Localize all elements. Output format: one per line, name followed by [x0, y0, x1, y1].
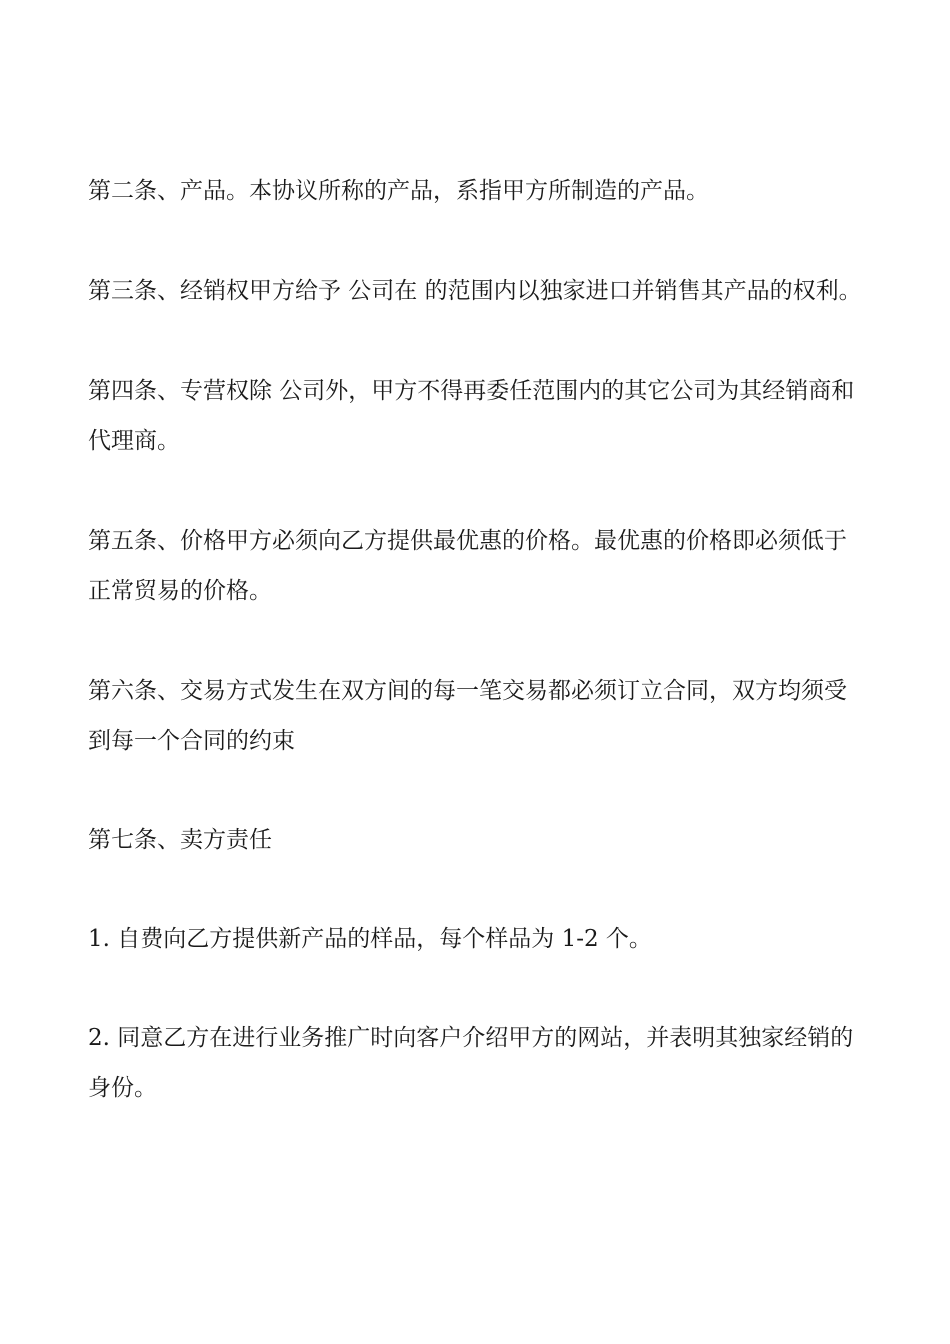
article-6-paragraph: 第六条、交易方式发生在双方间的每一笔交易都必须订立合同，双方均须受到每一个合同的约束 [88, 678, 847, 754]
document-body [88, 166, 868, 1113]
article-3-paragraph: 第三条、经销权甲方给予 公司在 的范围内以独家进口并销售其产品的权利。 [88, 278, 862, 304]
article-2-paragraph: 第二条、产品。本协议所称的产品，系指甲方所制造的产品。 [88, 178, 709, 204]
article-5-paragraph: 第五条、价格甲方必须向乙方提供最优惠的价格。最优惠的价格即必须低于正常贸易的价格。 [88, 528, 847, 604]
seller-duty-item-1: 1. 自费向乙方提供新产品的样品，每个样品为 1-2 个。 [88, 926, 652, 952]
seller-duty-item-2: 2. 同意乙方在进行业务推广时向客户介绍甲方的网站，并表明其独家经销的身份。 [88, 1025, 854, 1101]
article-4-paragraph: 第四条、专营权除 公司外，甲方不得再委任范围内的其它公司为其经销商和代理商。 [88, 378, 855, 454]
article-7-heading: 第七条、卖方责任 [88, 827, 272, 853]
